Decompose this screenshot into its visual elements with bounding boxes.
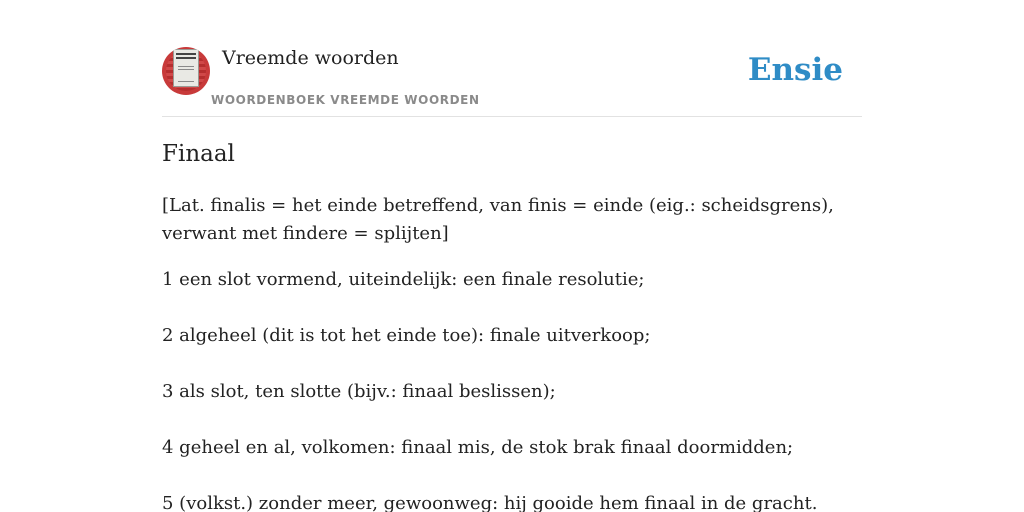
avatar[interactable] [162, 47, 210, 95]
definition-item: 2 algeheel (dit is tot het einde toe): finale uitverkoop; [162, 325, 651, 346]
entry-content [162, 136, 862, 512]
definition-item: 3 als slot, ten slotte (bijv.: finaal beslissen); [162, 381, 556, 402]
etymology: [Lat. finalis = het einde betreffend, van finis = einde (eig.: scheidsgrens), verwant met findere = splijten] [162, 195, 834, 244]
site-subtitle: WOORDENBOEK VREEMDE WOORDEN [211, 93, 480, 107]
ensie-logo-link[interactable]: Ensie [747, 52, 843, 88]
entry-title: Finaal [162, 141, 235, 167]
definition-item: 4 geheel en al, volkomen: finaal mis, de stok brak finaal doormidden; [162, 437, 794, 458]
site-title-link[interactable]: Vreemde woorden [222, 47, 399, 69]
site-header [162, 46, 862, 117]
definition-item: 5 (volkst.) zonder meer, gewoonweg: hij gooide hem finaal in de gracht. [162, 493, 818, 512]
definition-item: 1 een slot vormend, uiteindelijk: een finale resolutie; [162, 269, 645, 290]
book-cover-icon [173, 49, 199, 87]
